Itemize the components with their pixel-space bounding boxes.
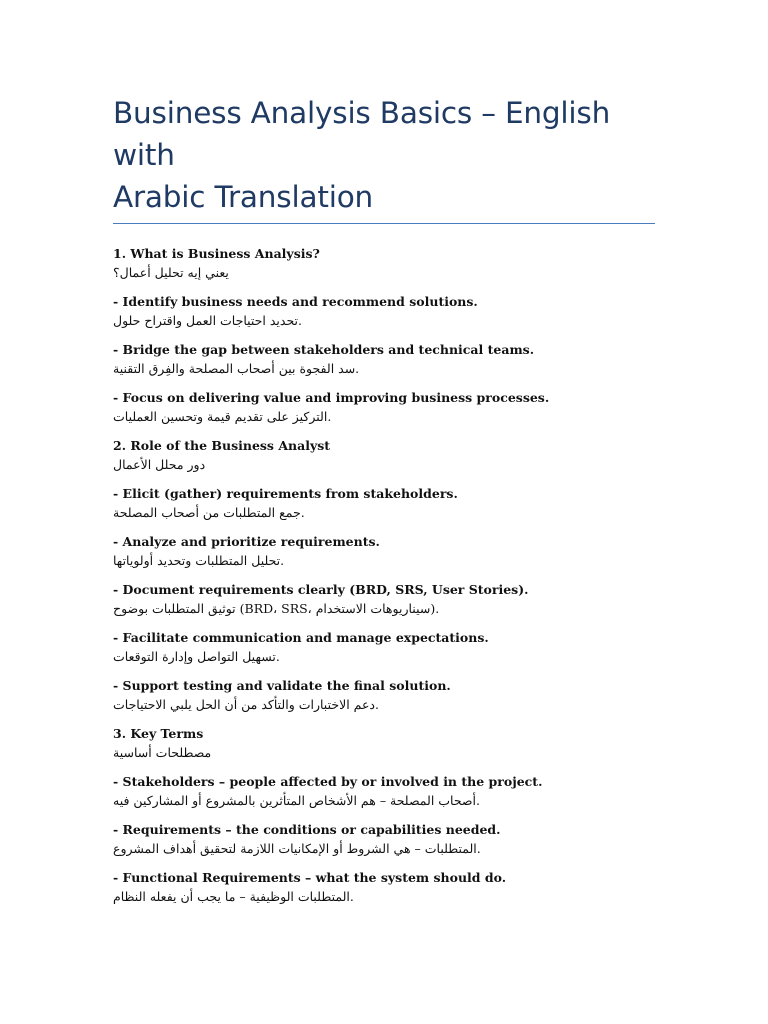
entry-arabic: التركيز على تقديم قيمة وتحسين العمليات.: [113, 409, 332, 424]
document-title: [113, 92, 655, 218]
entry-arabic: تحليل المتطلبات وتحديد أولوياتها.: [113, 553, 285, 568]
entry-english: - Elicit (gather) requirements from stakeholders.: [113, 486, 458, 501]
entry-functional-requirements: [113, 868, 655, 906]
entry-arabic: يعني إيه تحليل أعمال؟: [113, 265, 229, 280]
entry-english: - Support testing and validate the final solution.: [113, 678, 451, 693]
entry-arabic: سد الفجوة بين أصحاب المصلحة والفِرق التقنية.: [113, 361, 360, 376]
entry-arabic: تسهيل التواصل وإدارة التوقعات.: [113, 649, 280, 664]
title-divider: [113, 223, 655, 224]
entry-arabic: جمع المتطلبات من أصحاب المصلحة.: [113, 505, 305, 520]
entry-english: - Identify business needs and recommend solutions.: [113, 294, 478, 309]
entry-english: - Stakeholders – people affected by or involved in the project.: [113, 774, 543, 789]
entry-arabic: مصطلحات أساسية: [113, 745, 212, 760]
entry-english: - Document requirements clearly (BRD, SRS, User Stories).: [113, 582, 529, 597]
title-line-1: Business Analysis Basics – English with: [113, 96, 611, 172]
entry-english: 1. What is Business Analysis?: [113, 246, 320, 261]
entry-identify-needs: [113, 292, 655, 330]
entry-what-is-ba: [113, 244, 655, 282]
entry-english: 2. Role of the Business Analyst: [113, 438, 331, 453]
entry-arabic: توثيق المتطلبات بوضوح (BRD، SRS، سيناريوهات الاستخدام).: [113, 601, 440, 616]
entry-english: - Requirements – the conditions or capabilities needed.: [113, 822, 501, 837]
entries-list: [113, 244, 655, 906]
entry-facilitate: [113, 628, 655, 666]
entry-analyze: [113, 532, 655, 570]
entry-requirements: [113, 820, 655, 858]
entry-focus-value: [113, 388, 655, 426]
entry-arabic: المتطلبات – هي الشروط أو الإمكانيات اللازمة لتحقيق أهداف المشروع.: [113, 841, 481, 856]
entry-support-testing: [113, 676, 655, 714]
entry-key-terms: [113, 724, 655, 762]
entry-bridge-gap: [113, 340, 655, 378]
entry-english: - Functional Requirements – what the system should do.: [113, 870, 507, 885]
entry-arabic: دور محلل الأعمال: [113, 457, 206, 472]
entry-arabic: تحديد احتياجات العمل واقتراح حلول.: [113, 313, 302, 328]
entry-arabic: دعم الاختبارات والتأكد من أن الحل يلبي الاحتياجات.: [113, 697, 379, 712]
entry-stakeholders: [113, 772, 655, 810]
entry-document: [113, 580, 655, 618]
entry-role-of-ba: [113, 436, 655, 474]
entry-elicit: [113, 484, 655, 522]
entry-english: - Bridge the gap between stakeholders and technical teams.: [113, 342, 535, 357]
entry-english: - Focus on delivering value and improving business processes.: [113, 390, 550, 405]
entry-arabic: أصحاب المصلحة – هم الأشخاص المتأثرين بالمشروع أو المشاركين فيه.: [113, 793, 480, 808]
entry-arabic: المتطلبات الوظيفية – ما يجب أن يفعله النظام.: [113, 889, 354, 904]
entry-english: - Facilitate communication and manage expectations.: [113, 630, 489, 645]
entry-english: 3. Key Terms: [113, 726, 204, 741]
entry-english: - Analyze and prioritize requirements.: [113, 534, 380, 549]
title-line-2: Arabic Translation: [113, 180, 374, 214]
